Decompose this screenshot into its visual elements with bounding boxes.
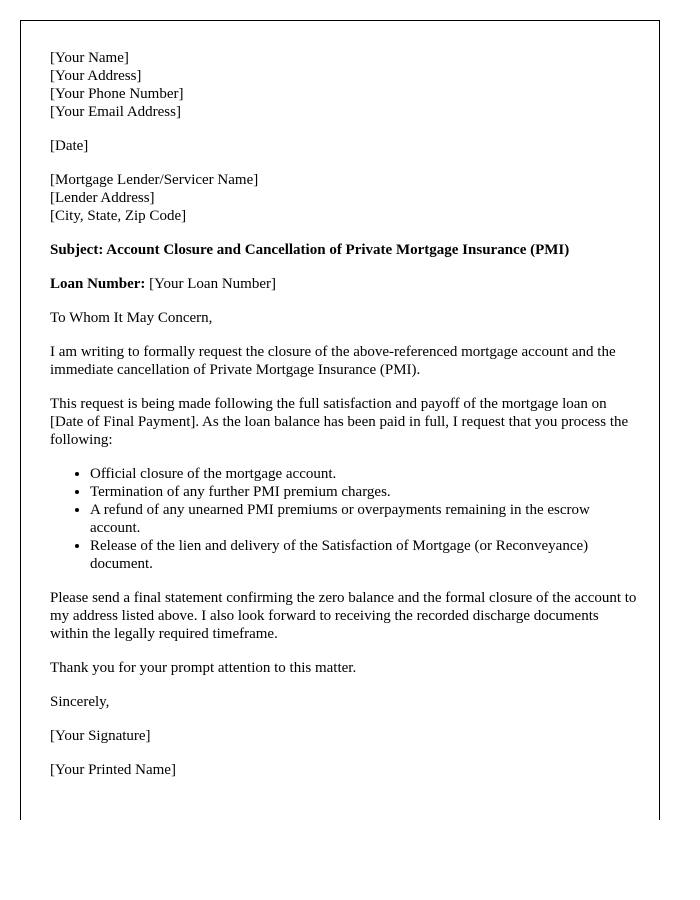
list-item: • Release of the lien and delivery of the Satisfaction of Mortgage (or Reconveyance) document. <box>90 537 640 573</box>
list-item: • Termination of any further PMI premium charges. <box>90 483 640 501</box>
list-item: • A refund of any unearned PMI premiums or overpayments remaining in the escrow account. <box>90 501 640 537</box>
letter-date: [Date] <box>50 138 89 154</box>
closing: Sincerely, <box>50 694 110 710</box>
recipient-city-state-zip: [City, State, Zip Code] <box>50 208 187 224</box>
recipient-name: [Mortgage Lender/Servicer Name] <box>50 172 259 188</box>
printed-name: [Your Printed Name] <box>50 762 176 778</box>
statement-paragraph: Please send a final statement confirming the zero balance and the formal closure of the account to my address listed above. I also look forward to receiving the recorded discharge documents within the legally required timeframe. <box>50 590 637 642</box>
loan-number-value: [Your Loan Number] <box>145 276 276 292</box>
request-paragraph: This request is being made following the full satisfaction and payoff of the mortgage loan on [Date of Final Payment]. As the loan balance has been paid in full, I request that you process the following: <box>50 396 629 448</box>
request-list <box>50 465 640 573</box>
loan-number-label: Loan Number: <box>50 276 146 292</box>
sender-block <box>50 49 640 121</box>
sender-name: [Your Name] <box>50 50 129 66</box>
sender-address: [Your Address] <box>50 68 142 84</box>
letter-content <box>50 49 640 795</box>
recipient-block <box>50 171 640 225</box>
subject-line: Subject: Account Closure and Cancellation of Private Mortgage Insurance (PMI) <box>50 242 570 258</box>
signature-placeholder: [Your Signature] <box>50 728 151 744</box>
thanks-paragraph: Thank you for your prompt attention to this matter. <box>50 660 357 676</box>
intro-paragraph: I am writing to formally request the closure of the above-referenced mortgage account and the immediate cancellation of Private Mortgage Insurance (PMI). <box>50 344 616 378</box>
sender-phone: [Your Phone Number] <box>50 86 184 102</box>
salutation: To Whom It May Concern, <box>50 310 213 326</box>
list-item: • Official closure of the mortgage account. <box>90 465 640 483</box>
letter-page <box>20 20 660 820</box>
recipient-address: [Lender Address] <box>50 190 155 206</box>
loan-number-line <box>50 275 640 293</box>
sender-email: [Your Email Address] <box>50 104 181 120</box>
